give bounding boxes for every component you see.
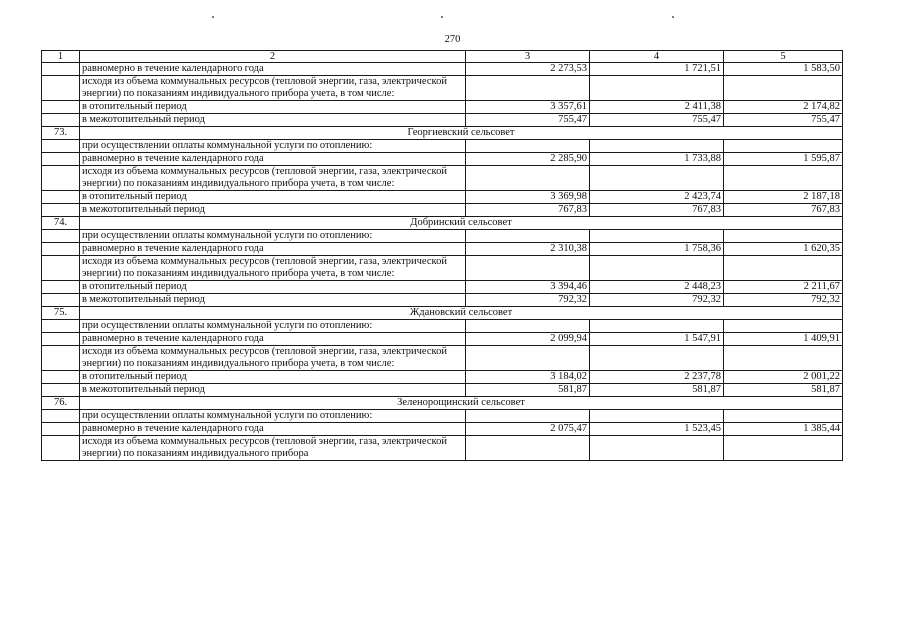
empty-cell [590,140,724,153]
row-number-cell [42,320,80,333]
empty-cell [466,166,590,191]
table-row [42,243,843,256]
value-col5: 1 385,44 [724,423,843,436]
value-col5: 1 409,91 [724,333,843,346]
value-col5: 2 001,22 [724,371,843,384]
empty-cell [724,346,843,371]
empty-cell [724,230,843,243]
row-description: при осуществлении оплаты коммунальной услуги по отоплению: [80,320,466,333]
row-description: в отопительный период [80,191,466,204]
row-description: в межотопительный период [80,384,466,397]
row-description: в межотопительный период [80,294,466,307]
scan-dots [0,16,905,20]
value-col3: 2 075,47 [466,423,590,436]
row-number-cell [42,436,80,461]
row-number-cell [42,191,80,204]
section-number: 74. [42,217,80,230]
row-description: при осуществлении оплаты коммунальной услуги по отоплению: [80,140,466,153]
value-col5: 2 174,82 [724,101,843,114]
empty-cell [590,436,724,461]
row-number-cell [42,256,80,281]
value-col3: 3 369,98 [466,191,590,204]
row-description: в отопительный период [80,371,466,384]
text-row [42,256,843,281]
row-description: равномерно в течение календарного года [80,63,466,76]
value-col3: 3 394,46 [466,281,590,294]
value-col5: 767,83 [724,204,843,217]
text-row [42,320,843,333]
tariff-table [41,50,843,461]
empty-cell [466,346,590,371]
value-col3: 2 273,53 [466,63,590,76]
section-title: Георгиевский сельсовет [80,127,843,140]
table-row [42,333,843,346]
row-number-cell [42,153,80,166]
section-row [42,127,843,140]
table-row [42,281,843,294]
empty-cell [724,410,843,423]
row-number-cell [42,114,80,127]
row-number-cell [42,230,80,243]
value-col4: 767,83 [590,204,724,217]
empty-cell [724,76,843,101]
value-col3: 792,32 [466,294,590,307]
row-description: равномерно в течение календарного года [80,423,466,436]
table-row [42,294,843,307]
row-number-cell [42,243,80,256]
empty-cell [724,320,843,333]
column-header-5: 5 [724,51,843,63]
empty-cell [466,230,590,243]
value-col3: 2 310,38 [466,243,590,256]
value-col3: 767,83 [466,204,590,217]
row-description: в отопительный период [80,101,466,114]
value-col4: 2 411,38 [590,101,724,114]
value-col3: 2 099,94 [466,333,590,346]
column-header-1: 1 [42,51,80,63]
text-row [42,410,843,423]
value-col4: 1 733,88 [590,153,724,166]
text-row [42,166,843,191]
text-row [42,140,843,153]
value-col3: 755,47 [466,114,590,127]
scan-dot [672,16,674,18]
row-description: исходя из объема коммунальных ресурсов (тепловой энергии, газа, электрической энергии) по показаниям индивидуального прибора учета, в том числе: [80,346,466,371]
value-col4: 581,87 [590,384,724,397]
scan-dot [441,16,443,18]
empty-cell [590,256,724,281]
row-number-cell [42,410,80,423]
row-number-cell [42,166,80,191]
section-row [42,217,843,230]
row-number-cell [42,140,80,153]
table-row [42,101,843,114]
value-col5: 1 620,35 [724,243,843,256]
value-col5: 2 187,18 [724,191,843,204]
table-row [42,63,843,76]
empty-cell [590,320,724,333]
value-col4: 2 237,78 [590,371,724,384]
value-col5: 2 211,67 [724,281,843,294]
empty-cell [590,346,724,371]
table-row [42,371,843,384]
empty-cell [590,410,724,423]
row-number-cell [42,346,80,371]
value-col3: 2 285,90 [466,153,590,166]
value-col4: 755,47 [590,114,724,127]
empty-cell [724,166,843,191]
row-number-cell [42,333,80,346]
row-number-cell [42,281,80,294]
value-col4: 2 448,23 [590,281,724,294]
row-description: в отопительный период [80,281,466,294]
table-row [42,153,843,166]
section-title: Добринский сельсовет [80,217,843,230]
section-number: 75. [42,307,80,320]
row-number-cell [42,294,80,307]
section-title: Ждановский сельсовет [80,307,843,320]
empty-cell [724,140,843,153]
value-col4: 1 758,36 [590,243,724,256]
table-row [42,191,843,204]
empty-cell [466,320,590,333]
section-row [42,307,843,320]
empty-cell [466,436,590,461]
table-body [42,51,843,461]
row-description: при осуществлении оплаты коммунальной услуги по отоплению: [80,410,466,423]
empty-cell [590,230,724,243]
text-row [42,230,843,243]
empty-cell [466,76,590,101]
empty-cell [590,76,724,101]
empty-cell [466,256,590,281]
row-number-cell [42,423,80,436]
table-row [42,114,843,127]
row-description: исходя из объема коммунальных ресурсов (тепловой энергии, газа, электрической энергии) по показаниям индивидуального прибора учета, в том числе: [80,256,466,281]
row-description: равномерно в течение календарного года [80,243,466,256]
row-number-cell [42,371,80,384]
value-col4: 1 547,91 [590,333,724,346]
value-col5: 1 583,50 [724,63,843,76]
row-description: исходя из объема коммунальных ресурсов (тепловой энергии, газа, электрической энергии) по показаниям индивидуального прибора учета, в том числе: [80,166,466,191]
empty-cell [724,436,843,461]
value-col3: 581,87 [466,384,590,397]
column-header-4: 4 [590,51,724,63]
value-col4: 1 523,45 [590,423,724,436]
row-description: при осуществлении оплаты коммунальной услуги по отоплению: [80,230,466,243]
value-col4: 2 423,74 [590,191,724,204]
row-description: исходя из объема коммунальных ресурсов (тепловой энергии, газа, электрической энергии) по показаниям индивидуального прибора [80,436,466,461]
row-description: исходя из объема коммунальных ресурсов (тепловой энергии, газа, электрической энергии) по показаниям индивидуального прибора учета, в том числе: [80,76,466,101]
value-col5: 792,32 [724,294,843,307]
empty-cell [590,166,724,191]
table-row [42,204,843,217]
empty-cell [466,410,590,423]
value-col4: 792,32 [590,294,724,307]
row-number-cell [42,76,80,101]
row-number-cell [42,204,80,217]
section-number: 76. [42,397,80,410]
row-number-cell [42,63,80,76]
empty-cell [466,140,590,153]
scan-dot [212,16,214,18]
table-row [42,423,843,436]
row-description: равномерно в течение календарного года [80,333,466,346]
empty-cell [724,256,843,281]
text-row [42,76,843,101]
value-col3: 3 184,02 [466,371,590,384]
value-col3: 3 357,61 [466,101,590,114]
section-title: Зеленорощинский сельсовет [80,397,843,410]
row-description: равномерно в течение календарного года [80,153,466,166]
text-row [42,346,843,371]
row-description: в межотопительный период [80,204,466,217]
text-row [42,436,843,461]
page-number: 270 [444,34,461,45]
column-header-3: 3 [466,51,590,63]
value-col4: 1 721,51 [590,63,724,76]
value-col5: 581,87 [724,384,843,397]
column-header-2: 2 [80,51,466,63]
row-number-cell [42,101,80,114]
row-number-cell [42,384,80,397]
section-number: 73. [42,127,80,140]
value-col5: 1 595,87 [724,153,843,166]
section-row [42,397,843,410]
row-description: в межотопительный период [80,114,466,127]
column-header-row [42,51,843,63]
table-row [42,384,843,397]
value-col5: 755,47 [724,114,843,127]
